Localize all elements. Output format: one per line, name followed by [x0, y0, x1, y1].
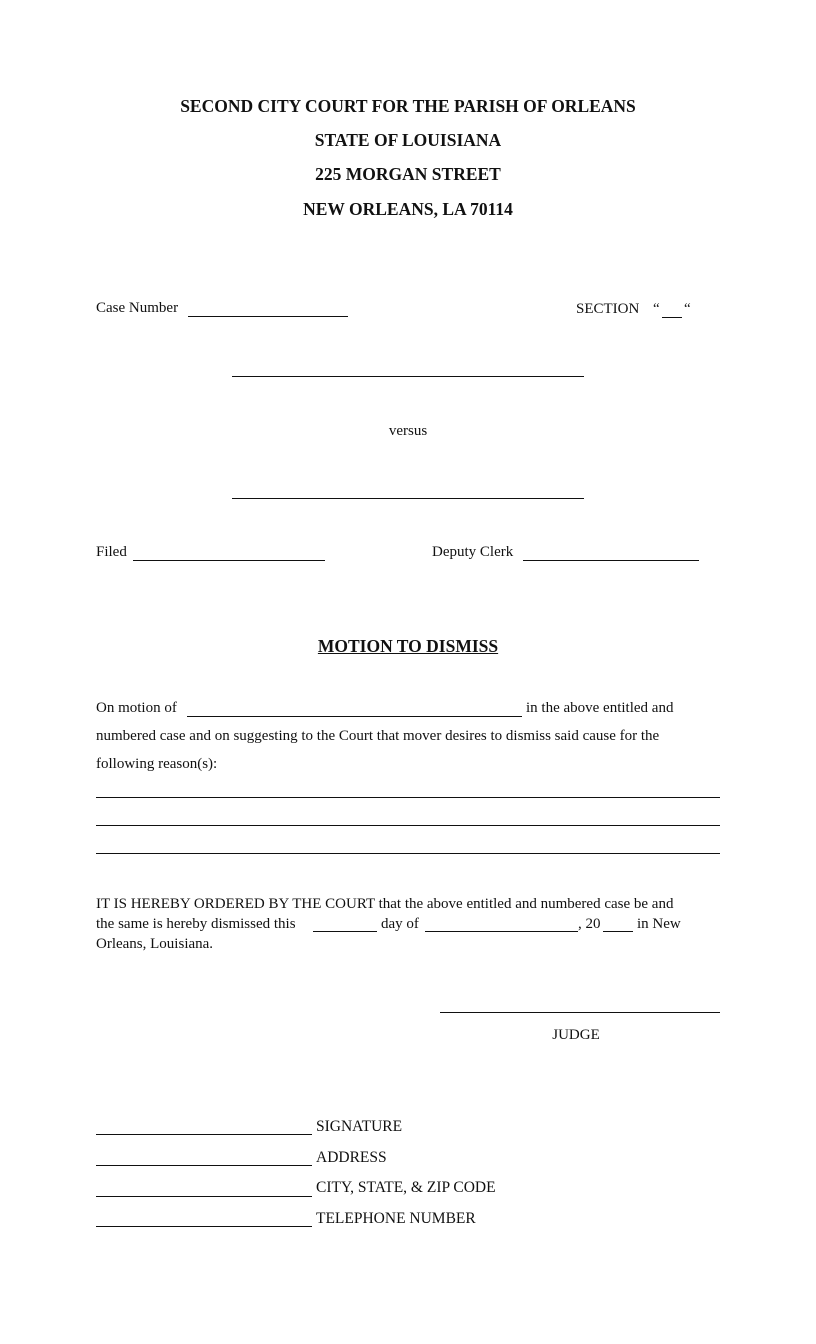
judge-label: JUDGE — [552, 1027, 600, 1043]
order-year-field[interactable] — [603, 931, 633, 932]
mover-name-field[interactable] — [187, 716, 522, 717]
filed-field[interactable] — [133, 560, 325, 561]
court-city: NEW ORLEANS, LA 70114 — [303, 199, 513, 219]
telephone-label: TELEPHONE NUMBER — [316, 1210, 476, 1227]
order-month-field[interactable] — [425, 931, 578, 932]
versus-text: versus — [388, 423, 428, 439]
deputy-clerk-label: Deputy Clerk — [432, 544, 514, 560]
signature-label: SIGNATURE — [316, 1118, 403, 1135]
deputy-clerk-field[interactable] — [523, 560, 699, 561]
section-field[interactable] — [662, 317, 682, 318]
case-number-label: Case Number — [96, 300, 179, 316]
telephone-field[interactable] — [96, 1226, 312, 1227]
order-day-of-text: day of — [381, 916, 419, 932]
motion-line-3: following reason(s): — [96, 756, 218, 772]
reason-line-1[interactable] — [96, 797, 720, 798]
order-line-1: IT IS HEREBY ORDERED BY THE COURT that the above entitled and numbered case be and — [96, 896, 674, 912]
court-state: STATE OF LOUISIANA — [314, 130, 502, 150]
reason-line-2[interactable] — [96, 825, 720, 826]
judge-signature-field[interactable] — [440, 1012, 720, 1013]
on-motion-of-label: On motion of — [96, 700, 177, 716]
reason-line-3[interactable] — [96, 853, 720, 854]
order-day-field[interactable] — [313, 931, 377, 932]
above-entitled-text: in the above entitled and — [526, 700, 674, 716]
section-label: SECTION — [576, 301, 640, 317]
address-field[interactable] — [96, 1165, 312, 1166]
city-state-zip-field[interactable] — [96, 1196, 312, 1197]
court-street: 225 MORGAN STREET — [315, 164, 501, 184]
city-state-zip-label: CITY, STATE, & ZIP CODE — [316, 1179, 496, 1196]
address-label: ADDRESS — [316, 1149, 387, 1166]
court-name: SECOND CITY COURT FOR THE PARISH OF ORLEANS — [180, 96, 636, 116]
order-in-new-text: in New — [637, 916, 681, 932]
order-line-3: Orleans, Louisiana. — [96, 936, 214, 952]
defendant-field[interactable] — [232, 498, 584, 499]
filed-label: Filed — [96, 544, 127, 560]
signature-field[interactable] — [96, 1134, 312, 1135]
section-close-quote: “ — [684, 301, 691, 317]
document-title: MOTION TO DISMISS — [317, 636, 499, 656]
order-year-prefix: , 20 — [578, 916, 601, 932]
section-open-quote: “ — [653, 301, 660, 317]
case-number-field[interactable] — [188, 316, 348, 317]
order-dismissed-text: the same is hereby dismissed this — [96, 916, 296, 932]
motion-line-2: numbered case and on suggesting to the Court that mover desires to dismiss said cause for the — [96, 728, 660, 744]
plaintiff-field[interactable] — [232, 376, 584, 377]
